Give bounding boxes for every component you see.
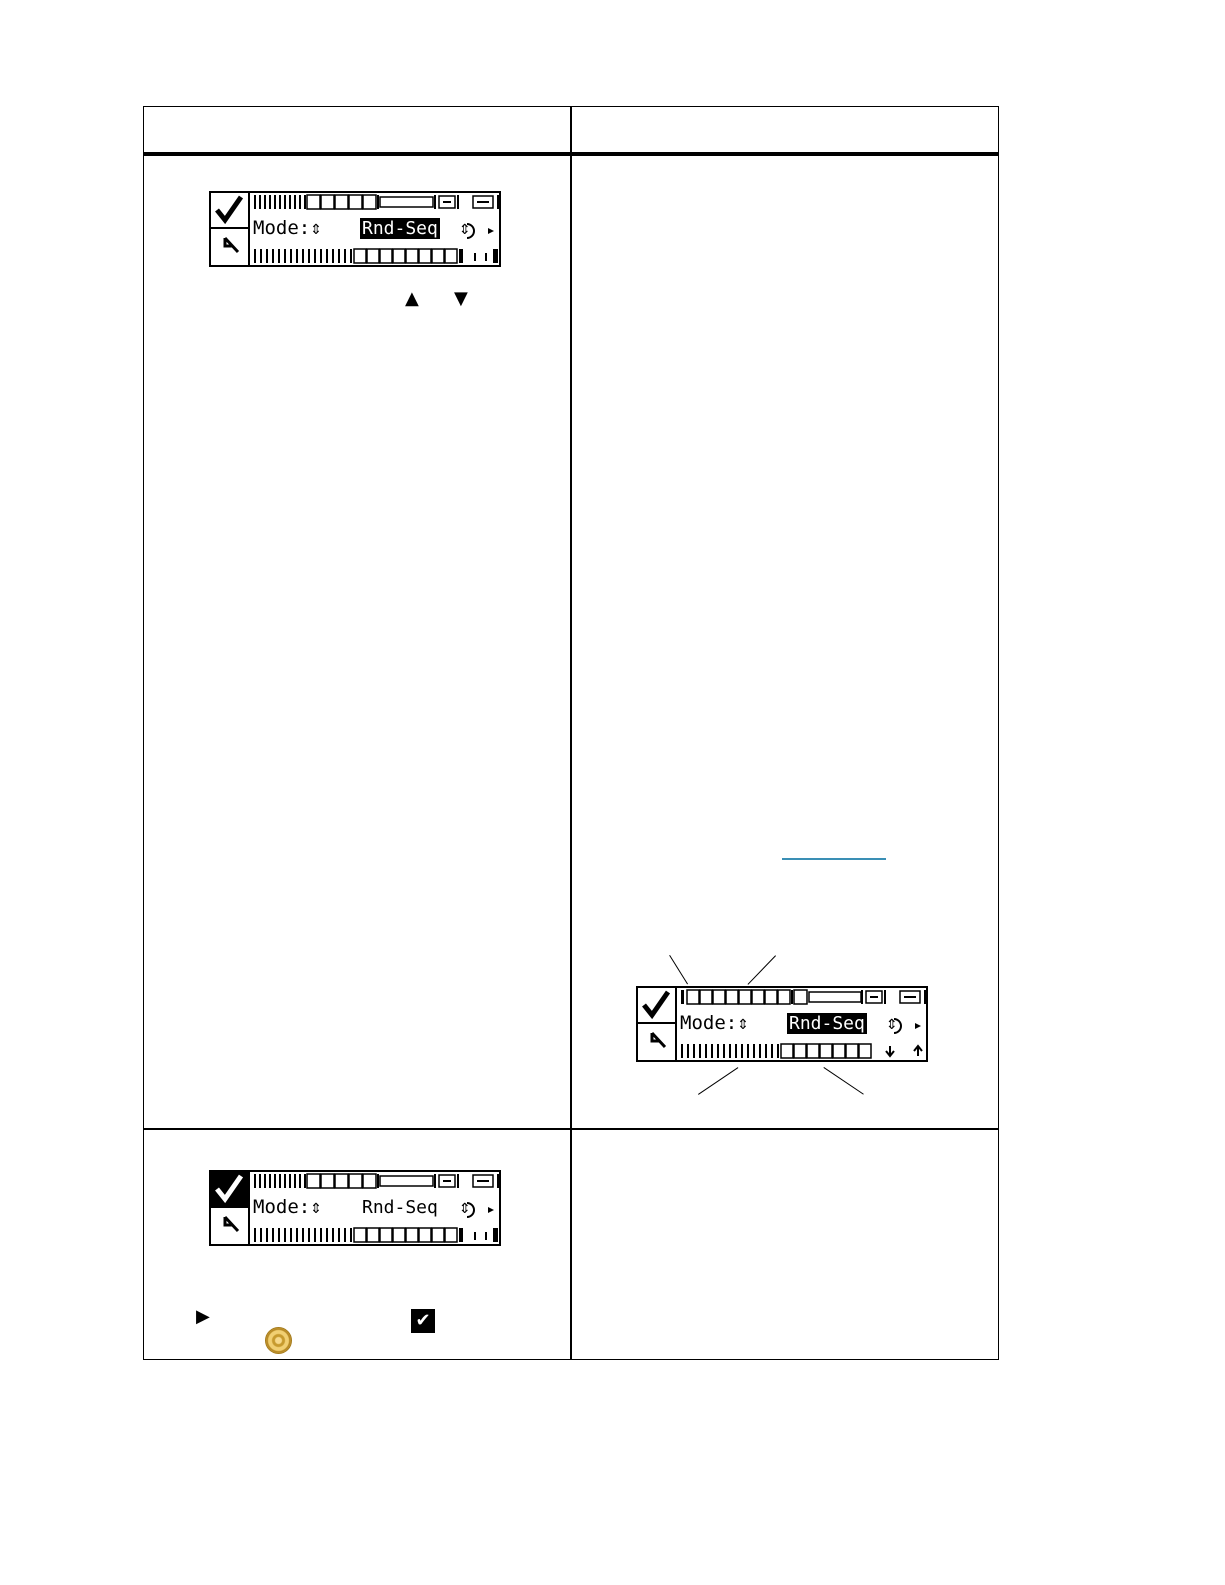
header-step — [144, 107, 570, 152]
lcd-mode-label: Mode:⇕ — [253, 217, 322, 239]
up-arrow-icon: ▲ — [405, 288, 419, 309]
lcd-mode-label: Mode:⇕ — [253, 1196, 322, 1218]
header-description — [572, 107, 998, 152]
lcd-screen-callout — [636, 986, 928, 1062]
down-arrow-icon: ▼ — [454, 288, 468, 309]
lcd-mode-value: Rnd-Seq — [789, 1013, 865, 1034]
column-divider — [570, 107, 572, 1359]
lcd-mode-label: Mode:⇕ — [680, 1012, 749, 1034]
lcd-value-arrows: ⇕ — [459, 217, 471, 239]
lcd-mode-value: Rnd-Seq — [362, 1197, 438, 1218]
check-button-icon: ✔ — [411, 1309, 435, 1333]
row-divider — [144, 1128, 998, 1130]
lcd-screen-mode-selected — [209, 191, 501, 267]
lcd-value-arrows: ⇕ — [886, 1012, 898, 1034]
hyperlink-underline[interactable] — [782, 858, 886, 860]
enter-knob-icon — [265, 1327, 292, 1354]
lcd-value-arrows: ⇕ — [459, 1196, 471, 1218]
lcd-mode-value[interactable]: Rnd-Seq — [362, 218, 438, 239]
lcd-screen-check-selected — [209, 1170, 501, 1246]
right-arrow-icon: ▶ — [196, 1306, 210, 1327]
